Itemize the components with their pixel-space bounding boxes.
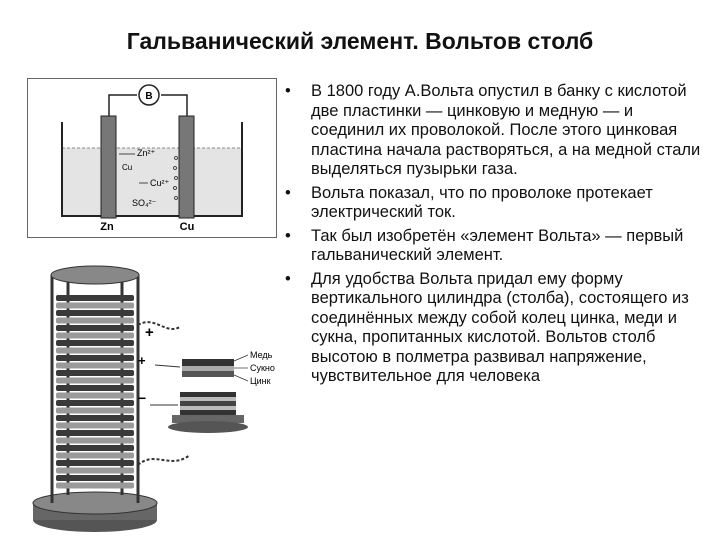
small-wire-top (155, 365, 180, 367)
minus-mid-label: − (138, 390, 147, 406)
bullet-list (285, 82, 705, 391)
pile-disc (56, 408, 134, 414)
pile-disc (56, 303, 134, 309)
bullet-item (285, 270, 705, 387)
electrode-label-zn: Zn (100, 221, 114, 233)
pile-disc (56, 363, 134, 369)
meter-label: B (145, 91, 153, 102)
plus-mid-label: + (138, 353, 146, 368)
small-pile-bottom (168, 392, 248, 433)
ion-cu-small: Cu (122, 163, 133, 172)
pile-disc (56, 453, 134, 459)
layer-label-zinc: Цинк (250, 376, 271, 386)
pile-disc (56, 310, 134, 316)
bullet-text: Для удобства Вольта придал ему форму вертикального цилиндра (столба), состоящего из соединённых между собой колец цинка, меди и сукна, пропитанных кислотой. Вольтов столб высотою в полметра развивал напряжение, чувствительное для человека (311, 269, 689, 385)
layer-label-cloth: Сукно (250, 363, 275, 373)
pile-disc (56, 340, 134, 346)
pile-disc (56, 460, 134, 466)
pile-disc (56, 475, 134, 481)
bullet-dot: • (285, 269, 291, 288)
pile-disc (56, 385, 134, 391)
bullet-item (285, 184, 705, 223)
beaker-diagram (27, 78, 277, 238)
pile-disc (56, 348, 134, 354)
pile-disc (56, 378, 134, 384)
slide-title: Гальванический элемент. Вольтов столб (126, 28, 594, 54)
ion-cu: Cu²⁺ (150, 178, 170, 188)
ion-so4: SO₄²⁻ (132, 198, 157, 208)
pile-disc (56, 333, 134, 339)
bullet-item (285, 227, 705, 266)
pile-disc (56, 393, 134, 399)
pile-disc (56, 445, 134, 451)
small-pile-top (182, 359, 234, 377)
bullet-text: Вольта показал, что по проволоке протекает электрический ток. (311, 183, 653, 221)
copper-electrode (179, 116, 194, 218)
layer-label-copper: Медь (250, 350, 273, 360)
bullet-dot: • (285, 226, 291, 245)
pile-disc (56, 415, 134, 421)
pile-disc (56, 430, 134, 436)
zinc-electrode (101, 116, 116, 218)
pile-disc (56, 468, 134, 474)
pile-disc (56, 318, 134, 324)
pile-disc (56, 355, 134, 361)
bullet-dot: • (285, 82, 291, 100)
electrode-label-cu: Cu (179, 221, 195, 233)
ion-zn: Zn²⁺ (137, 148, 156, 158)
pile-top-cap (51, 266, 139, 284)
pile-disc (56, 438, 134, 444)
pile-disc (56, 423, 134, 429)
pile-disc (56, 370, 134, 376)
wire-bottom (138, 455, 190, 465)
bullet-text: В 1800 году А.Вольта опустил в банку с кислотой две пластинки — цинковую и медную — и соединил их проволокой. После этого цинковая пластина начала растворяться, а на медной стали выделяться пузырьки газа. (311, 82, 701, 178)
pile-disc (56, 295, 134, 301)
pile-disc (56, 483, 134, 489)
bullet-text: Так был изобретён «элемент Вольта» — первый гальванический элемент. (311, 226, 684, 264)
bullet-item (285, 82, 705, 180)
label-leaders (234, 355, 248, 381)
voltaic-pile-diagram (20, 255, 290, 540)
pile-disc (56, 400, 134, 406)
bullet-dot: • (285, 183, 291, 202)
plus-top-label: + (145, 324, 154, 341)
pile-disc (56, 325, 134, 331)
